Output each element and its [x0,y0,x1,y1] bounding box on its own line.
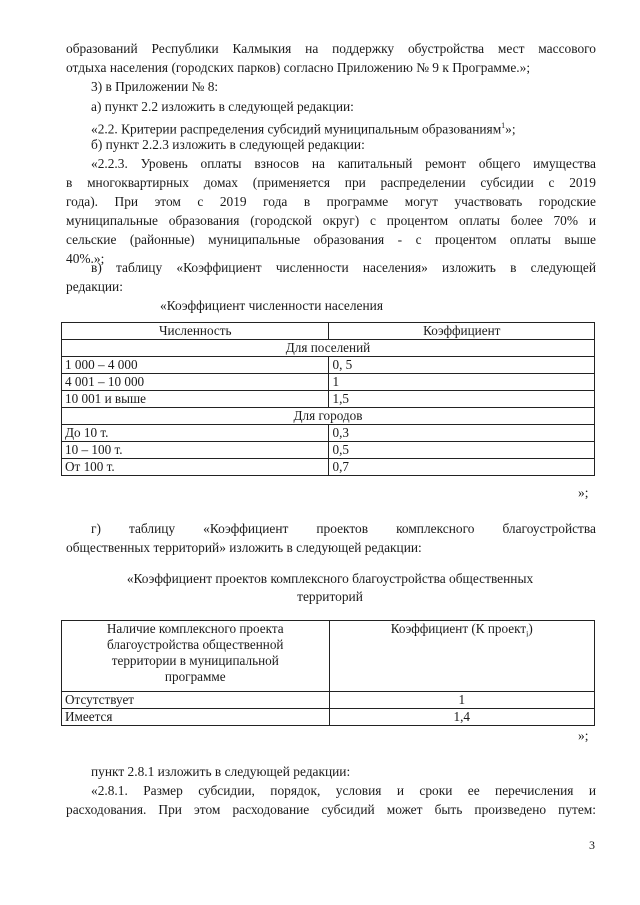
table-row [62,442,595,459]
cell-coefficient: 0,7 [329,459,595,476]
cell-project-status: Имеется [62,709,330,726]
cell-coefficient: 1,5 [329,391,595,408]
table-row [62,692,595,709]
territory-projects-coefficient-table [61,620,595,726]
cell-coefficient: 1 [329,374,595,391]
header-line: благоустройства общественной [107,637,284,652]
intro-line-2: отдыха населения (городских парков) согласно Приложению № 9 к Программе.»; [66,60,531,75]
cell-population: 4 001 – 10 000 [62,374,329,391]
p223-line-1: «2.2.3. Уровень оплаты взносов на капитальный ремонт общего имущества [91,156,596,171]
table-header-row [62,323,595,340]
col-header-population: Численность [62,323,329,340]
cell-coefficient: 1,4 [329,709,594,726]
cell-population: 10 – 100 т. [62,442,329,459]
item-g-line-1: г) таблицу «Коэффициент проектов комплексного благоустройства [91,521,596,536]
header-line: территории в муниципальной [111,653,279,668]
cell-population: 1 000 – 4 000 [62,357,329,374]
table-row [62,374,595,391]
group-row-settlements [62,340,595,357]
cell-coefficient: 0,5 [329,442,595,459]
p281-intro: пункт 2.8.1 изложить в следующей редакции: [91,764,351,779]
table-header-row [62,621,595,692]
p223-line-2: в многоквартирных домах (применяется при распределении субсидии с 2019 [66,175,596,190]
group-label-settlements: Для поселений [62,340,595,357]
header-subscript: i [526,629,529,639]
footnote-marker: 1 [501,121,506,130]
population-coefficient-table [61,322,595,476]
col-header-coefficient [329,621,594,692]
table-row [62,425,595,442]
item-a: а) пункт 2.2 изложить в следующей редакции: [91,99,354,114]
p223-line-3: года). При этом с 2019 года в программе могут участвовать городские [66,194,596,209]
group-label-cities: Для городов [62,408,595,425]
item-a-quote-end: »; [505,121,516,137]
cell-project-status: Отсутствует [62,692,330,709]
p223-line-4: муниципальные образования (городской округ) с процентом оплаты более 70% и [66,213,596,228]
table1-closing-quote: »; [578,485,589,500]
cell-population: От 100 т. [62,459,329,476]
cell-population: До 10 т. [62,425,329,442]
header-text: Коэффициент (К проект [390,621,527,636]
item-v-line-1: в) таблицу «Коэффициент численности населения» изложить в следующей [91,260,596,275]
table-row [62,709,595,726]
cell-coefficient: 0,3 [329,425,595,442]
cell-coefficient: 0, 5 [329,357,595,374]
header-line: программе [164,669,226,684]
header-paren: ) [528,621,533,636]
table1-title: «Коэффициент численности населения [160,298,383,313]
p281-line-1: «2.8.1. Размер субсидии, порядок, условия и сроки ее перечисления и [91,783,596,798]
cell-population: 10 001 и выше [62,391,329,408]
p223-line-6: 40%.»; [66,251,105,266]
item-g-line-2: общественных территорий» изложить в следующей редакции: [66,540,422,555]
col-header-project [62,621,330,692]
group-row-cities [62,408,595,425]
item-3: 3) в Приложении № 8: [91,79,219,94]
item-b: б) пункт 2.2.3 изложить в следующей редакции: [91,137,365,152]
table-row [62,391,595,408]
item-v-line-2: редакции: [66,279,123,294]
cell-coefficient: 1 [329,692,594,709]
p281-line-2: расходования. При этом расходование субсидий может быть произведено путем: [66,802,596,817]
table2-title-1: «Коэффициент проектов комплексного благоустройства общественных [126,571,534,586]
item-a-quote-text: «2.2. Критерии распределения субсидий муниципальным образованиям [91,121,502,137]
table2-closing-quote: »; [578,728,589,743]
header-line: Наличие комплексного проекта [106,621,284,636]
col-header-coefficient: Коэффициент [329,323,595,340]
table2-title-2: территорий [297,589,363,604]
p223-line-5: сельские (районные) муниципальные образования - с процентом оплаты выше [66,232,596,247]
page-number: 3 [589,838,595,852]
table-row [62,459,595,476]
intro-line-1: образований Республики Калмыкия на поддержку обустройства мест массового [66,41,596,56]
table-row [62,357,595,374]
